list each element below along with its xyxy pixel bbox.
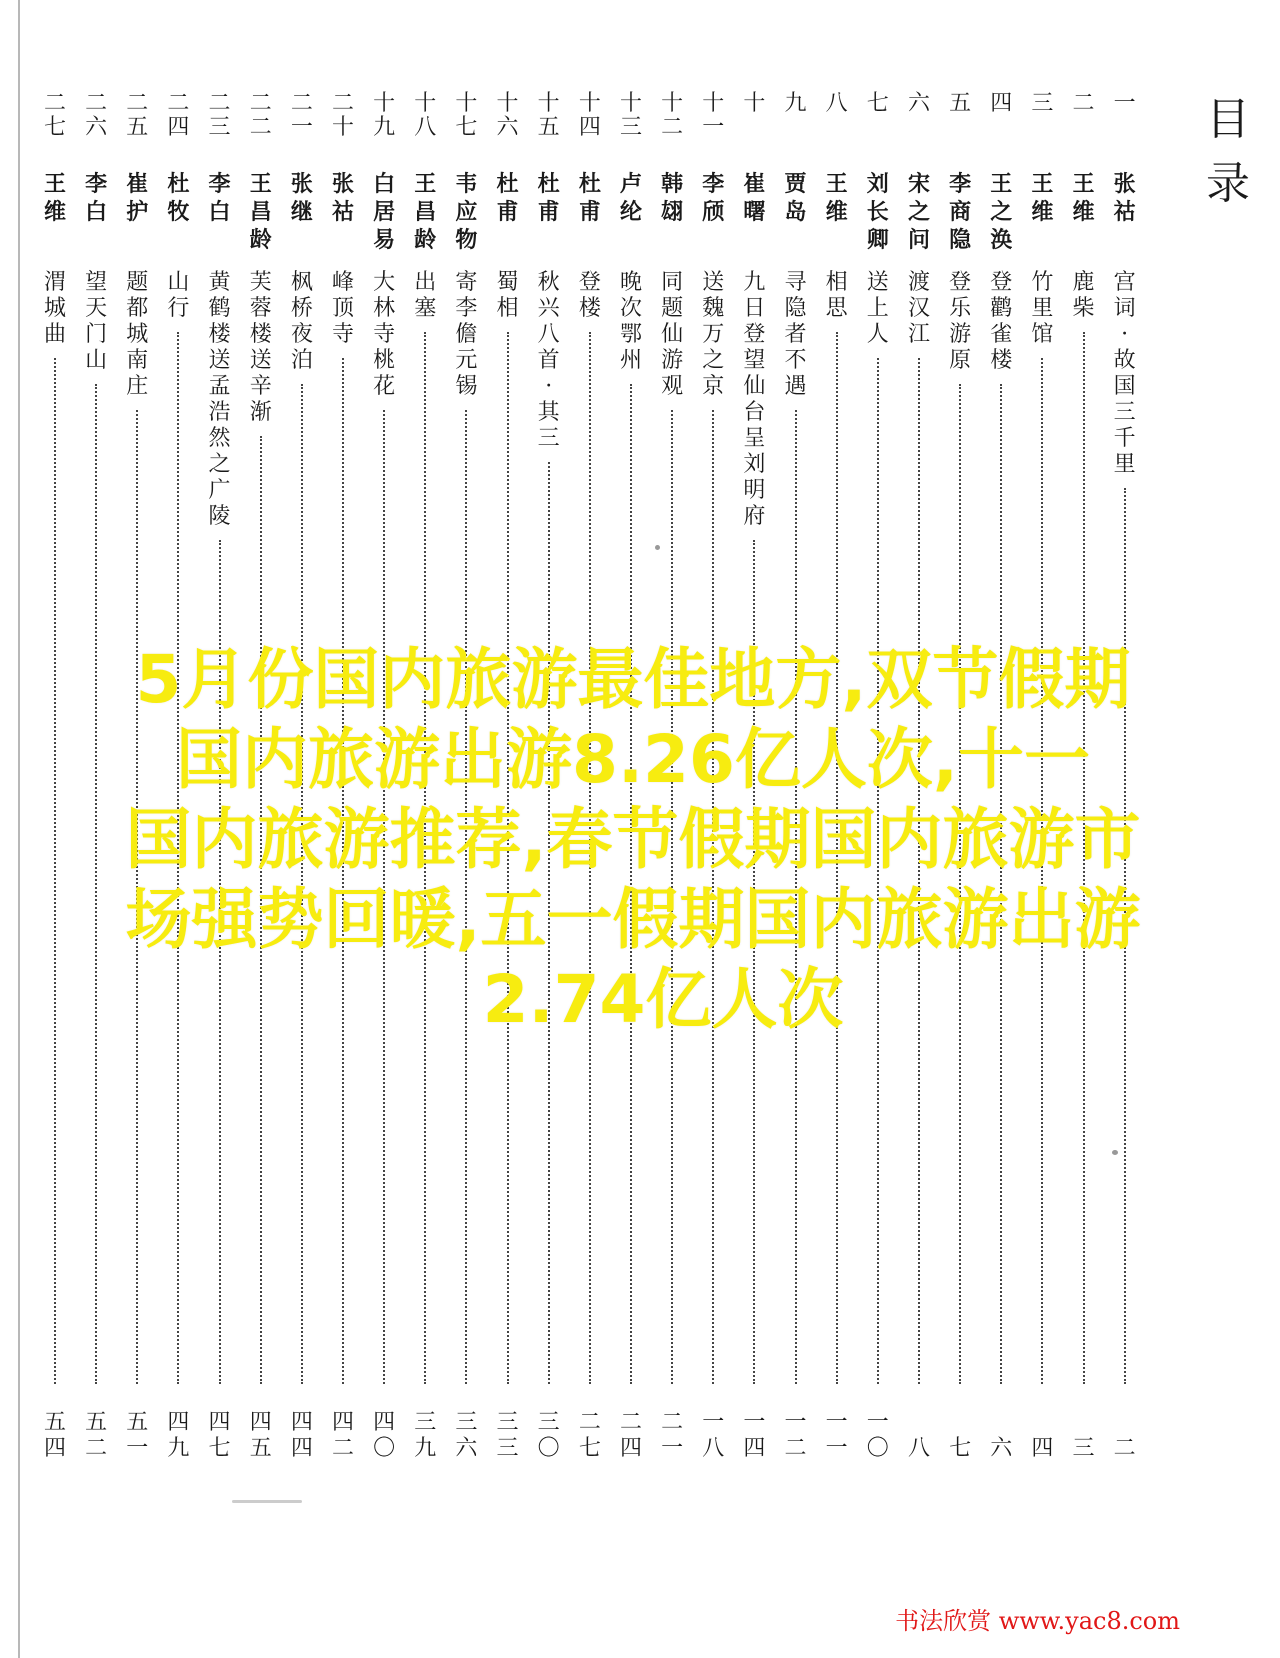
headline-overlay — [28, 640, 1238, 1040]
entry-number: 十 六 — [496, 91, 519, 140]
entry-author: 王 昌 龄 — [414, 171, 437, 253]
entry-author: 王 维 — [1072, 171, 1095, 225]
entry-number: 七 — [866, 91, 889, 116]
entry-title: 峰 顶 寺 — [331, 270, 354, 347]
entry-number: 二 四 — [167, 91, 190, 140]
entry-number: 二 七 — [43, 91, 66, 140]
entry-number: 三 — [1031, 91, 1054, 116]
entry-title: 鹿 柴 — [1072, 270, 1095, 321]
entry-author: 宋 之 问 — [907, 171, 930, 253]
entry-author: 韩 翃 — [661, 171, 684, 225]
headline-line-4: 场强势回暖,五一假期国内旅游出游 — [125, 881, 1141, 958]
entry-page: 一 一 — [825, 1410, 848, 1461]
toc-heading-char-2: 录 — [1206, 158, 1254, 209]
headline-line-5: 2.74亿人次 — [482, 961, 844, 1038]
entry-author: 崔 曙 — [743, 171, 766, 225]
entry-number: 十 二 — [661, 91, 684, 140]
entry-number: 二 五 — [126, 91, 149, 140]
toc-heading-char-1: 目 — [1206, 94, 1254, 145]
entry-author: 贾 岛 — [784, 171, 807, 225]
entry-author: 杜 甫 — [496, 171, 519, 225]
entry-author: 王 维 — [43, 171, 66, 225]
entry-title: 寄 李 儋 元 锡 — [455, 270, 478, 399]
entry-page: 五 四 — [43, 1410, 66, 1461]
entry-author: 张 祜 — [331, 171, 354, 225]
entry-title: 渭 城 曲 — [43, 270, 66, 347]
entry-title: 登 乐 游 原 — [949, 270, 972, 373]
entry-number: 十 九 — [373, 91, 396, 140]
entry-page: 三 六 — [455, 1410, 478, 1461]
site-watermark[interactable]: 书法欣赏 www.yac8.com — [895, 1607, 1180, 1635]
entry-page: 八 — [907, 1436, 930, 1461]
entry-author: 卢 纶 — [619, 171, 642, 225]
entry-author: 李 颀 — [702, 171, 725, 225]
entry-page: 四 五 — [249, 1410, 272, 1461]
entry-page: 四 〇 — [373, 1410, 396, 1461]
entry-page: 四 四 — [290, 1410, 313, 1461]
scan-speck — [655, 545, 660, 550]
entry-page: 七 — [949, 1436, 972, 1461]
entry-title: 黄 鹤 楼 送 孟 浩 然 之 广 陵 — [208, 270, 231, 529]
entry-number: 十 八 — [414, 91, 437, 140]
entry-number: 八 — [825, 91, 848, 116]
entry-page: 四 七 — [208, 1410, 231, 1461]
entry-title: 送 魏 万 之 京 — [702, 270, 725, 399]
entry-number: 四 — [990, 91, 1013, 116]
page-edge — [18, 0, 20, 1658]
entry-title: 芙 蓉 楼 送 辛 渐 — [249, 270, 272, 425]
entry-number: 九 — [784, 91, 807, 116]
entry-page: 一 〇 — [866, 1410, 889, 1461]
entry-page: 四 — [1031, 1436, 1054, 1461]
entry-author: 王 之 涣 — [990, 171, 1013, 253]
entry-page: 二 七 — [578, 1410, 601, 1461]
headline-line-3: 国内旅游推荐,春节假期国内旅游市 — [125, 801, 1141, 878]
entry-title: 大 林 寺 桃 花 — [373, 270, 396, 399]
entry-title: 秋 兴 八 首 · 其 三 — [537, 270, 560, 451]
entry-page: 六 — [990, 1436, 1013, 1461]
entry-number: 二 — [1072, 91, 1095, 116]
entry-page: 一 二 — [784, 1410, 807, 1461]
entry-title: 山 行 — [167, 270, 190, 321]
entry-page: 一 八 — [702, 1410, 725, 1461]
entry-title: 枫 桥 夜 泊 — [290, 270, 313, 373]
entry-number: 二 一 — [290, 91, 313, 140]
entry-number: 六 — [907, 91, 930, 116]
entry-number: 十 七 — [455, 91, 478, 140]
entry-author: 杜 甫 — [537, 171, 560, 225]
entry-title: 宫 词 · 故 国 三 千 里 — [1113, 270, 1136, 477]
entry-title: 出 塞 — [414, 270, 437, 321]
entry-title: 登 楼 — [578, 270, 601, 321]
toc-heading — [1200, 88, 1260, 216]
headline-line-1: 5月份国内旅游最佳地方,双节假期 — [135, 641, 1131, 718]
entry-author: 白 居 易 — [373, 171, 396, 253]
entry-title: 蜀 相 — [496, 270, 519, 321]
entry-title: 晚 次 鄂 州 — [619, 270, 642, 373]
entry-page: 四 九 — [167, 1410, 190, 1461]
entry-author: 李 白 — [85, 171, 108, 225]
entry-author: 张 祜 — [1113, 171, 1136, 225]
entry-author: 王 维 — [1031, 171, 1054, 225]
entry-page: 三 三 — [496, 1410, 519, 1461]
entry-page: 五 二 — [85, 1410, 108, 1461]
entry-page: 一 四 — [743, 1410, 766, 1461]
entry-title: 渡 汉 江 — [907, 270, 930, 347]
entry-author: 李 商 隐 — [949, 171, 972, 253]
entry-number: 二 二 — [249, 91, 272, 140]
entry-number: 二 六 — [85, 91, 108, 140]
entry-title: 九 日 登 望 仙 台 呈 刘 明 府 — [743, 270, 766, 529]
entry-author: 韦 应 物 — [455, 171, 478, 253]
entry-author: 王 昌 龄 — [249, 171, 272, 253]
headline-line-2: 国内旅游出游8.26亿人次,十一 — [176, 721, 1090, 798]
entry-page: 三 九 — [414, 1410, 437, 1461]
entry-page: 二 一 — [661, 1410, 684, 1461]
entry-number: 五 — [949, 91, 972, 116]
entry-author: 张 继 — [290, 171, 313, 225]
entry-author: 刘 长 卿 — [866, 171, 889, 253]
entry-page: 三 〇 — [537, 1410, 560, 1461]
entry-number: 十 四 — [578, 91, 601, 140]
entry-number: 二 三 — [208, 91, 231, 140]
entry-number: 十 — [743, 91, 766, 116]
entry-title: 相 思 — [825, 270, 848, 321]
entry-page: 二 — [1113, 1436, 1136, 1461]
entry-title: 望 天 门 山 — [85, 270, 108, 373]
entry-title: 竹 里 馆 — [1031, 270, 1054, 347]
entry-number: 二 十 — [331, 91, 354, 140]
entry-title: 题 都 城 南 庄 — [126, 270, 149, 399]
entry-page: 二 四 — [619, 1410, 642, 1461]
entry-number: 一 — [1113, 91, 1136, 116]
scan-speck — [1112, 1150, 1118, 1155]
scan-speck — [232, 1500, 302, 1503]
entry-author: 杜 牧 — [167, 171, 190, 225]
entry-author: 杜 甫 — [578, 171, 601, 225]
entry-title: 同 题 仙 游 观 — [661, 270, 684, 399]
entry-page: 四 二 — [331, 1410, 354, 1461]
entry-author: 王 维 — [825, 171, 848, 225]
entry-number: 十 五 — [537, 91, 560, 140]
entry-page: 三 — [1072, 1436, 1095, 1461]
entry-number: 十 一 — [702, 91, 725, 140]
entry-page: 五 一 — [126, 1410, 149, 1461]
entry-author: 崔 护 — [126, 171, 149, 225]
entry-title: 寻 隐 者 不 遇 — [784, 270, 807, 399]
entry-title: 送 上 人 — [866, 270, 889, 347]
entry-number: 十 三 — [619, 91, 642, 140]
entry-author: 李 白 — [208, 171, 231, 225]
entry-title: 登 鹳 雀 楼 — [990, 270, 1013, 373]
